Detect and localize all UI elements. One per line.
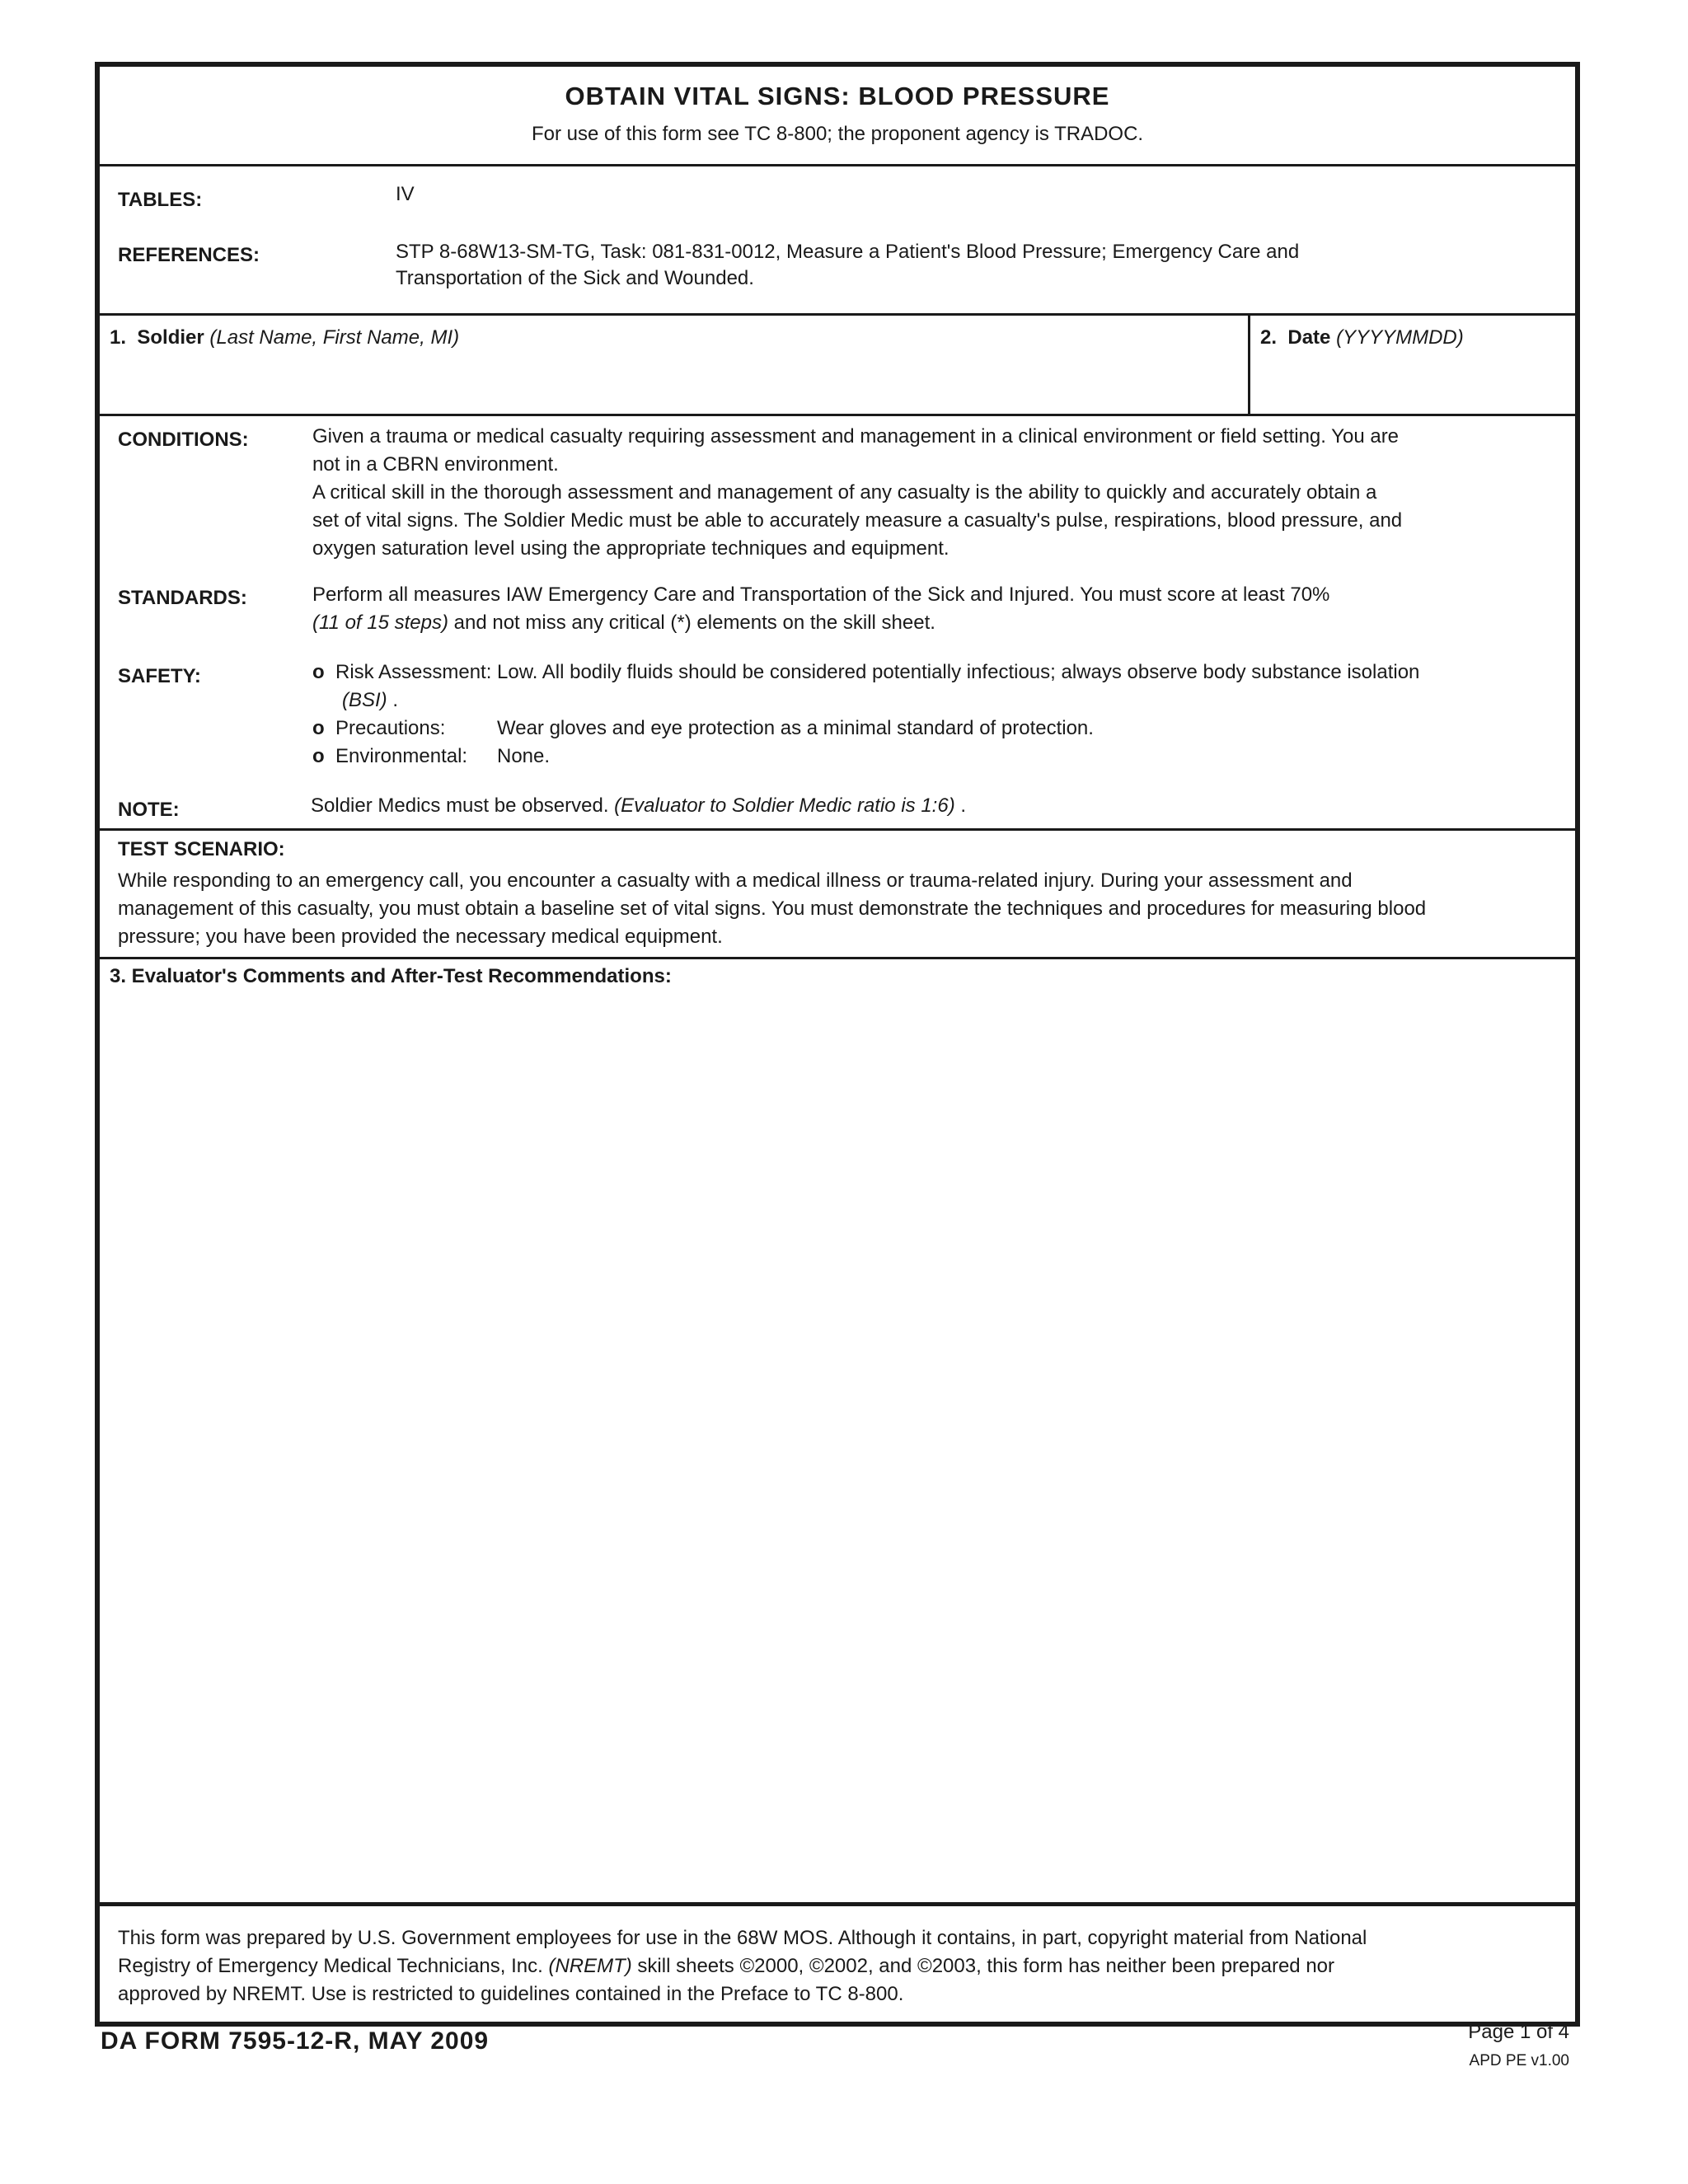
version-label: APD PE v1.00 — [1469, 2052, 1569, 2069]
form-subtitle: For use of this form see TC 8-800; the proponent agency is TRADOC. — [531, 123, 1144, 145]
note-text: Soldier Medics must be observed. (Evaluator to Soldier Medic ratio is 1:6) . — [311, 794, 967, 817]
form-title: OBTAIN VITAL SIGNS: BLOOD PRESSURE — [565, 82, 1110, 110]
divider — [100, 828, 1575, 831]
form-id: DA FORM 7595-12-R, MAY 2009 — [101, 2027, 490, 2055]
references-line-1: STP 8-68W13-SM-TG, Task: 081-831-0012, Measure a Patient's Blood Pressure; Emergency Care and — [396, 241, 1300, 263]
date-field-label: 2. Date (YYYYMMDD) — [1260, 326, 1464, 349]
divider — [100, 1902, 1575, 1906]
divider — [100, 957, 1575, 959]
divider — [100, 164, 1575, 166]
tables-value: IV — [396, 183, 415, 205]
note-label: NOTE: — [118, 799, 180, 821]
standards-text: Perform all measures IAW Emergency Care and Transportation of the Sick and Injured. You must score at least 70% (11 of 15 steps) and not miss any critical (*) elements on the skill sheet. — [312, 583, 1330, 634]
references-label: REFERENCES: — [118, 244, 260, 266]
disclaimer-text: This form was prepared by U.S. Government employees for use in the 68W MOS. Although it contains, in part, copyright material from National Registry of Emergency Medical Technicians, Inc. (NREMT) skill sheets ©2000, ©2002, and ©2003, this form has neither been prepared nor approved by NREMT. Use is restricted to guidelines contained in the Preface to TC 8-800. — [118, 1927, 1367, 2005]
safety-label: SAFETY: — [118, 665, 201, 687]
standards-label: STANDARDS: — [118, 587, 247, 609]
field-separator — [1248, 313, 1250, 414]
test-scenario-text: While responding to an emergency call, you encounter a casualty with a medical illness or trauma-related injury. During your assessment and management of this casualty, you must obtain a baseline set of vital signs. You must demonstrate the techniques and procedures for measuring blood pressure; you have been provided the necessary medical equipment. — [118, 869, 1427, 948]
references-line-2: Transportation of the Sick and Wounded. — [396, 267, 754, 289]
conditions-text: Given a trauma or medical casualty requiring assessment and management in a clinical environment or field setting. You are not in a CBRN environment. A critical skill in the thorough assessment and management of any casualty is the ability to quickly and accurately obtain a set of vital signs. The Soldier Medic must be able to accurately measure a casualty's pulse, respirations, blood pressure, and oxygen saturation level using the appropriate techniques and equipment. — [312, 425, 1403, 560]
date-field[interactable] — [1254, 352, 1571, 401]
safety-text: o Risk Assessment: Low. All bodily fluids should be considered potentially infectious; always observe body substance isolation (BSI) . o Precautions: Wear gloves and eye protection as a minimal standard of protection. o Environmental: None. — [312, 661, 1420, 767]
conditions-label: CONDITIONS: — [118, 429, 249, 451]
test-scenario-label: TEST SCENARIO: — [118, 838, 285, 860]
soldier-field-label: 1. Soldier (Last Name, First Name, MI) — [110, 326, 460, 349]
form-frame — [95, 62, 1580, 2027]
page-number: Page 1 of 4 — [1468, 2021, 1569, 2043]
divider — [100, 414, 1575, 416]
tables-label: TABLES: — [118, 189, 203, 211]
evaluator-comments-label: 3. Evaluator's Comments and After-Test Recommendations: — [110, 965, 672, 987]
divider — [100, 313, 1575, 316]
evaluator-comments-field[interactable] — [106, 994, 1568, 1900]
soldier-name-field[interactable] — [106, 352, 1252, 401]
